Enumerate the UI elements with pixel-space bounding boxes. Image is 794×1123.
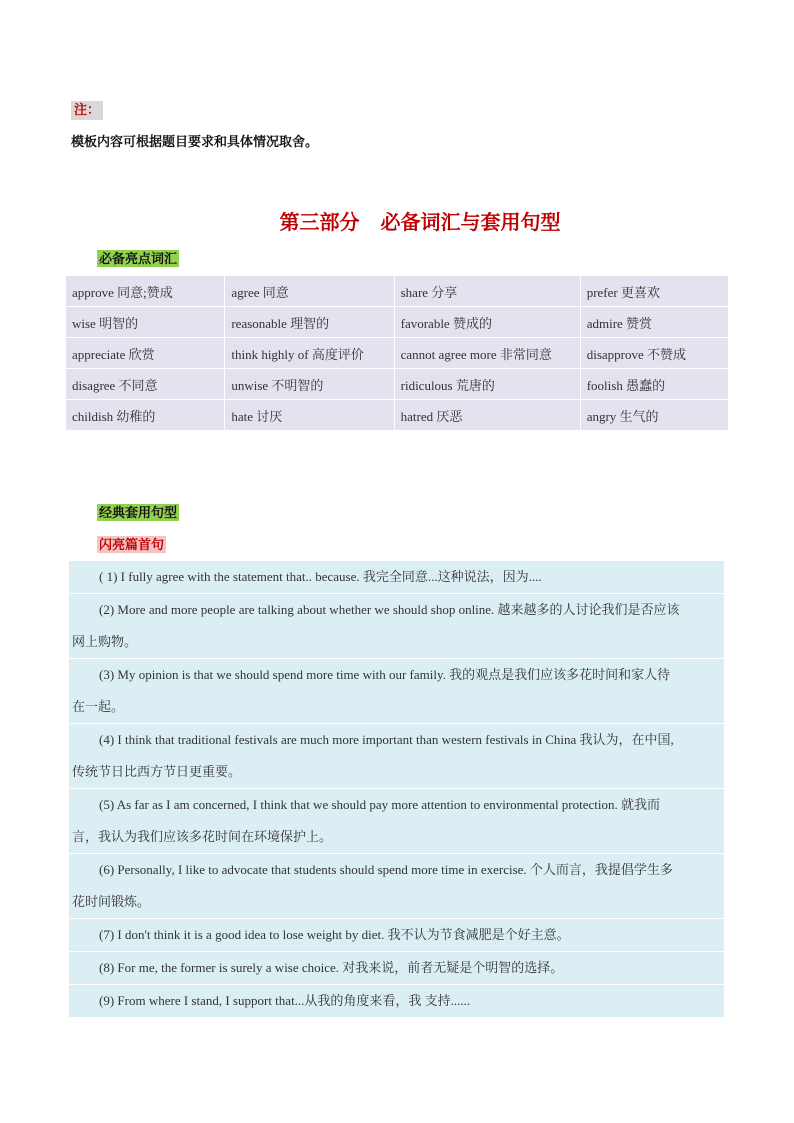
- vocab-cell: agree 同意: [225, 276, 394, 307]
- vocab-cell: cannot agree more 非常同意: [394, 338, 580, 369]
- sentence-line: ( 1) I fully agree with the statement that.. because. 我完全同意...这种说法，因为....: [99, 569, 542, 584]
- vocab-cell: approve 同意;赞成: [66, 276, 225, 307]
- vocab-cell: disagree 不同意: [66, 369, 225, 400]
- vocab-cell: prefer 更喜欢: [580, 276, 728, 307]
- vocab-row: [66, 338, 729, 369]
- vocab-cell: unwise 不明智的: [225, 369, 394, 400]
- sentence-line: (4) I think that traditional festivals are much more important than western festivals in China 我认为，在中国,: [99, 732, 674, 747]
- note-label: 注：: [71, 101, 103, 120]
- vocab-cell: favorable 赞成的: [394, 307, 580, 338]
- sentence-continuation: 花时间锻炼。: [72, 894, 151, 909]
- vocab-cell: appreciate 欣赏: [66, 338, 225, 369]
- sentence-line: (7) I don't think it is a good idea to lose weight by diet. 我不认为节食减肥是个好主意。: [99, 927, 570, 942]
- sentence-continuation: 在一起。: [72, 699, 125, 714]
- vocab-cell: disapprove 不赞成: [580, 338, 728, 369]
- vocab-cell: foolish 愚蠢的: [580, 369, 728, 400]
- sentence-list: [69, 561, 724, 1018]
- sentence-section-label: 经典套用句型: [99, 505, 178, 520]
- sentence-item: [69, 854, 724, 919]
- sentence-continuation: 传统节日比西方节日更重要。: [72, 764, 242, 779]
- part-title: 第三部分 必备词汇与套用句型: [279, 210, 561, 234]
- sentence-item: [69, 789, 724, 854]
- vocab-row: [66, 276, 729, 307]
- sentence-item: [69, 952, 724, 985]
- vocab-cell: admire 赞赏: [580, 307, 728, 338]
- vocab-cell: childish 幼稚的: [66, 400, 225, 431]
- vocab-cell: reasonable 理智的: [225, 307, 394, 338]
- sentence-continuation: 网上购物。: [72, 634, 138, 649]
- sentence-line: (8) For me, the former is surely a wise choice. 对我来说，前者无疑是个明智的选择。: [99, 960, 564, 975]
- sentence-item: [69, 919, 724, 952]
- vocab-cell: angry 生气的: [580, 400, 728, 431]
- vocab-row: [66, 369, 729, 400]
- sentence-item: [69, 594, 724, 659]
- sentence-item: [69, 724, 724, 789]
- vocab-section-label: 必备亮点词汇: [99, 251, 178, 266]
- vocab-cell: wise 明智的: [66, 307, 225, 338]
- sentence-continuation: 言，我认为我们应该多花时间在环境保护上。: [72, 829, 333, 844]
- sentence-subsection-label: 闪亮篇首句: [99, 537, 165, 552]
- sentence-line: (5) As far as I am concerned, I think that we should pay more attention to environmental protection. 就我而: [99, 797, 661, 812]
- vocab-cell: share 分享: [394, 276, 580, 307]
- vocab-row: [66, 400, 729, 431]
- vocab-row: [66, 307, 729, 338]
- sentence-line: (3) My opinion is that we should spend more time with our family. 我的观点是我们应该多花时间和家人待: [99, 667, 671, 682]
- sentence-item: [69, 561, 724, 594]
- vocab-cell: hate 讨厌: [225, 400, 394, 431]
- sentence-line: (9) From where I stand, I support that...从我的角度来看，我 支持......: [99, 993, 471, 1008]
- sentence-line: (2) More and more people are talking about whether we should shop online. 越来越多的人讨论我们是否应该: [99, 602, 680, 617]
- sentence-line: (6) Personally, I like to advocate that students should spend more time in exercise. 个人而言，我提倡学生多: [99, 862, 673, 877]
- sentence-item: [69, 985, 724, 1018]
- vocab-cell: think highly of 高度评价: [225, 338, 394, 369]
- note-text: 模板内容可根据题目要求和具体情况取舍。: [71, 134, 319, 149]
- vocab-table: [65, 275, 729, 431]
- vocab-cell: hatred 厌恶: [394, 400, 580, 431]
- sentence-item: [69, 659, 724, 724]
- vocab-cell: ridiculous 荒唐的: [394, 369, 580, 400]
